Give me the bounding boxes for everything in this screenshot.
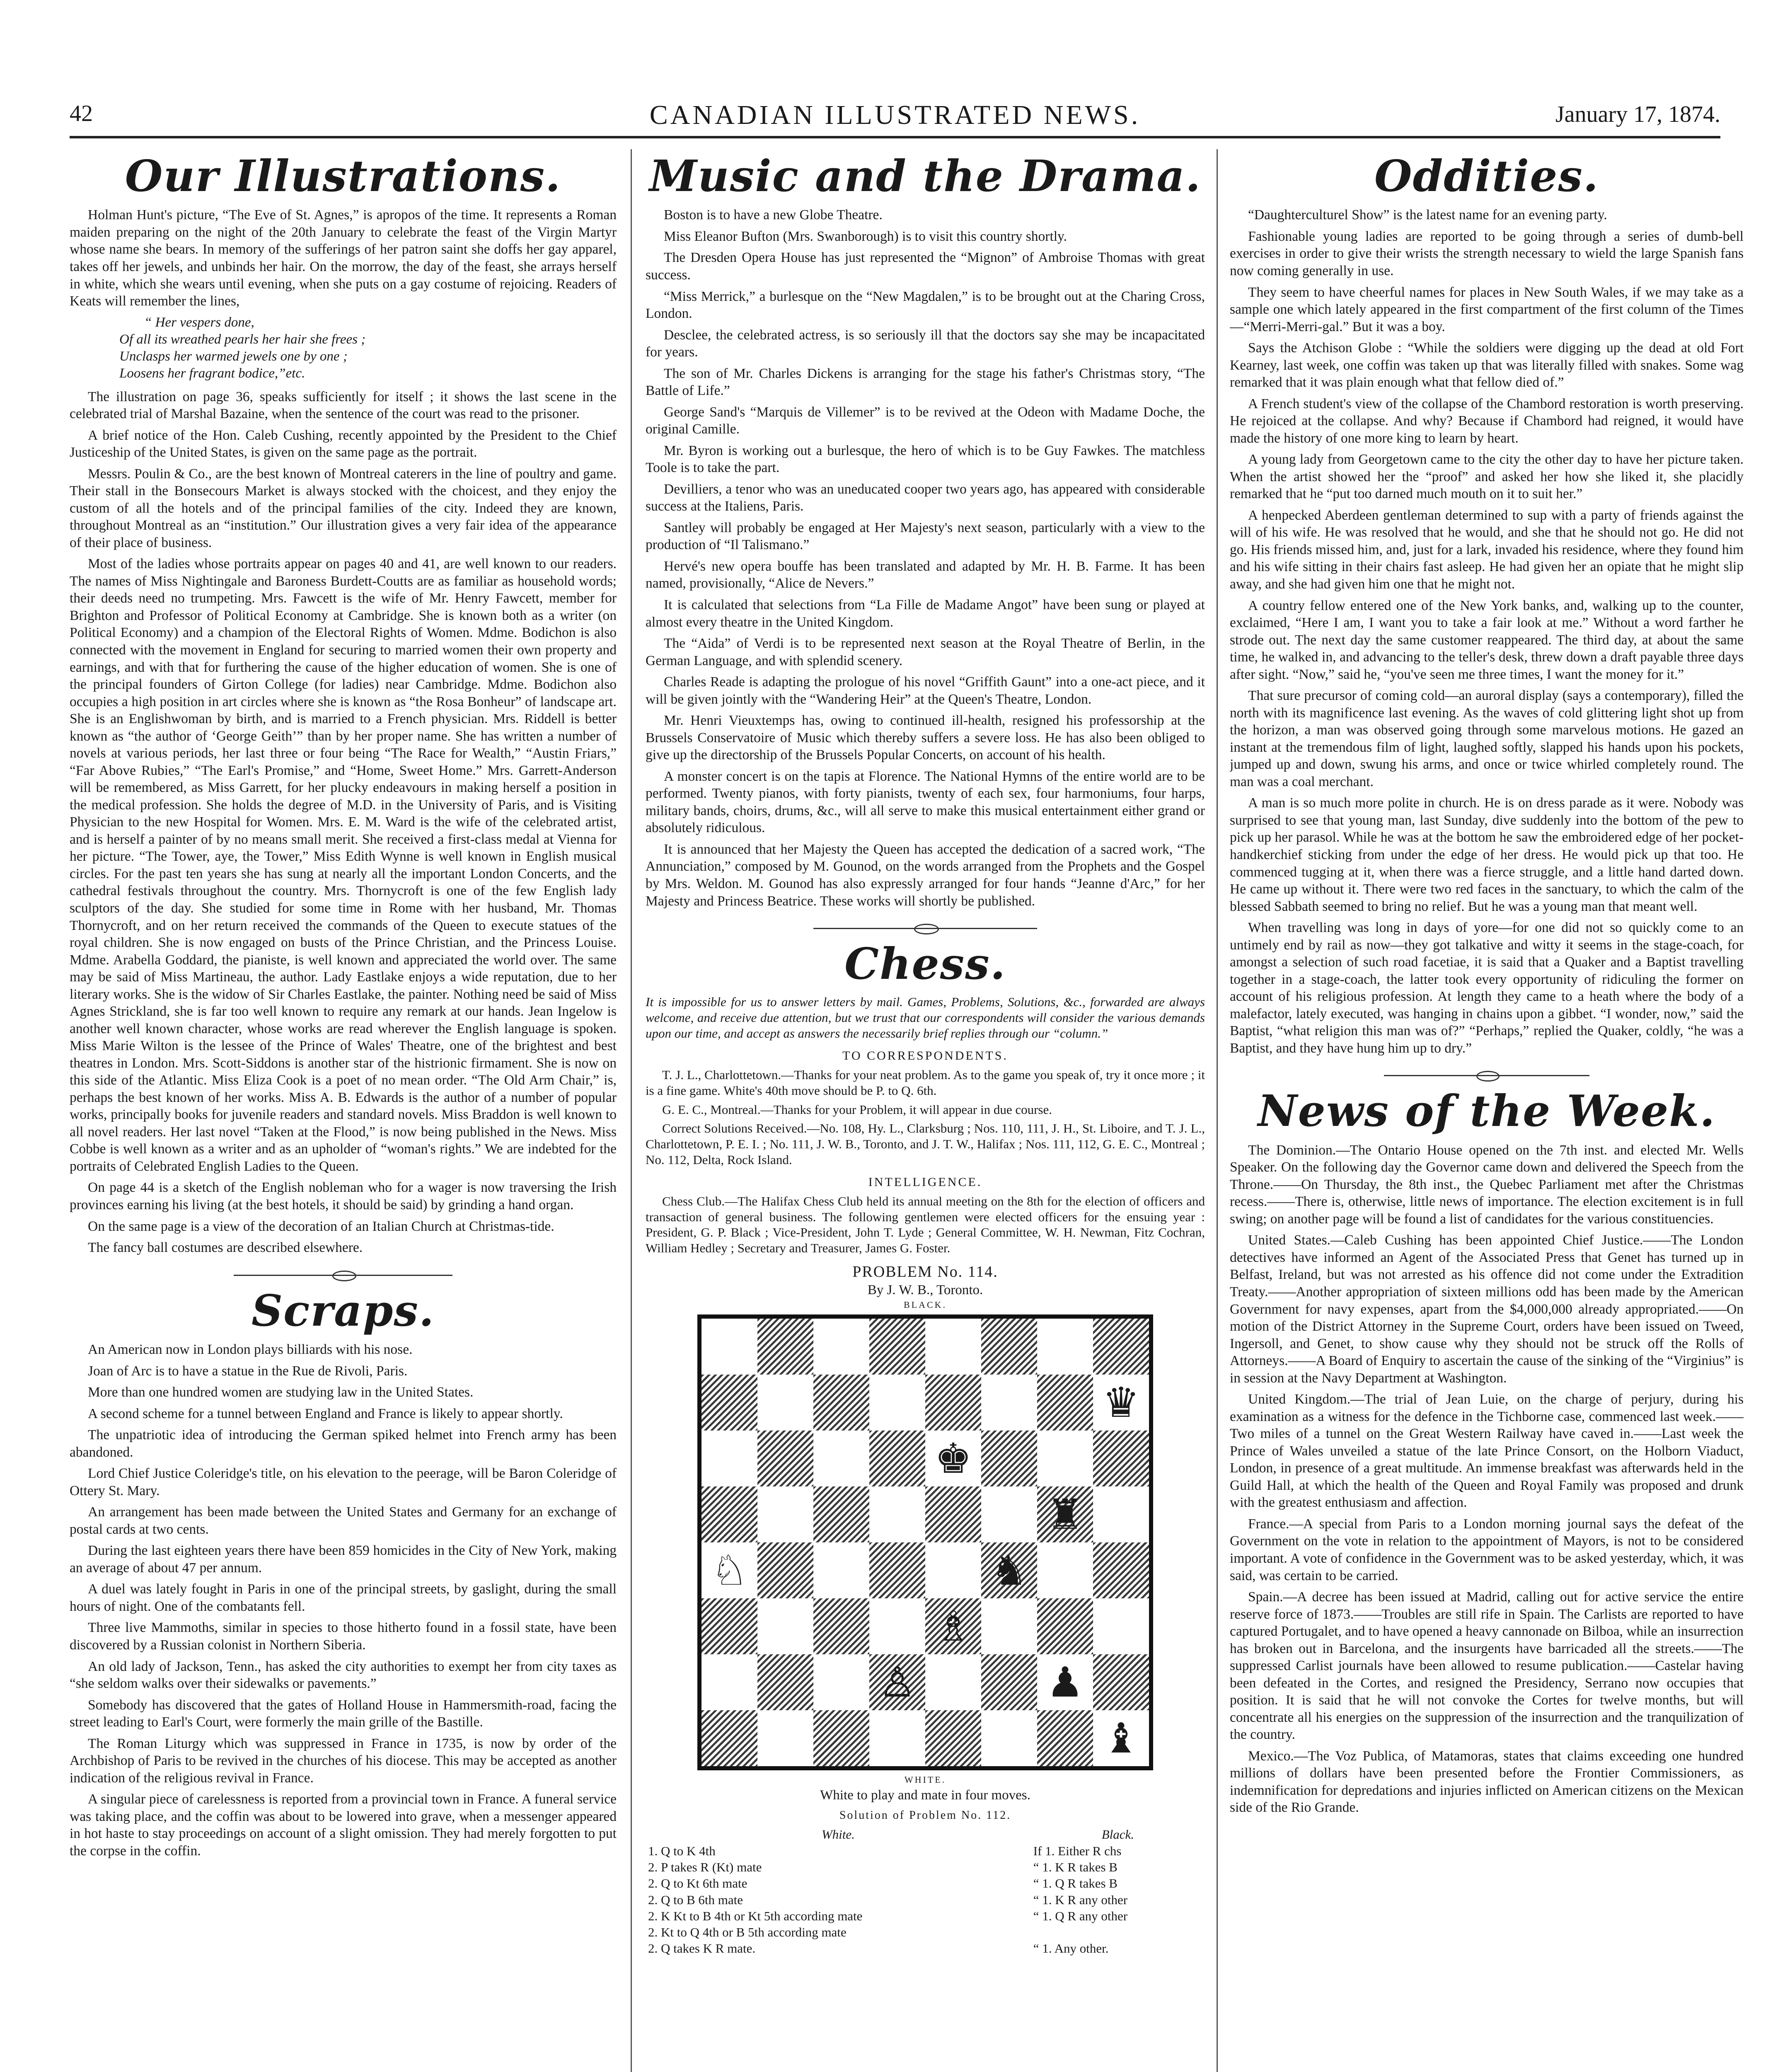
poem-line: Of all its wreathed pearls her hair she frees ; (119, 332, 366, 347)
solution-white-move: 2. Q to B 6th mate (648, 1892, 743, 1907)
board-square (1037, 1542, 1093, 1598)
music-item: Devilliers, a tenor who was an uneducated cooper two years ago, has appeared with considerable success at the Italiens, Paris. (646, 481, 1205, 514)
board-square (1093, 1710, 1149, 1766)
scrap-item: The unpatriotic idea of introducing the German spiked helmet into French army has been abandoned. (70, 1427, 617, 1460)
board-square (1093, 1542, 1149, 1598)
oddity-item: A man is so much more polite in church. He is on dress parade as it were. Nobody was surprised to see that young man, last Sunday, dive suddenly into the bottom of the pew to pick up her parasol. While he was at the bottom he saw the embroidered edge of her pocket-handkerchief sticking from under the edge of her dress. He would pick up that too. He commenced tugging at it, when there was a fierce struggle, and a little hand darted down. He came up without it. There were two red faces in the sanctuary, to which the calm of the blessed Sabbath seemed to bring no relief. But he was a young man that meant well. (1230, 795, 1744, 914)
board-square (701, 1486, 757, 1542)
board-square (813, 1542, 869, 1598)
board-square (757, 1486, 813, 1542)
board-square (1093, 1375, 1149, 1431)
board-square (925, 1542, 981, 1598)
scrap-item: The Roman Liturgy which was suppressed in France in 1735, is now by order of the Archbishop of Paris to be revived in the churches of his diocese. This may be accepted as another indication of the religious revival in France. (70, 1736, 617, 1786)
column-rule (631, 149, 632, 2072)
music-item: The “Aida” of Verdi is to be represented next season at the Royal Theatre of Berlin, in the German Language, and with splendid scenery. (646, 636, 1205, 668)
column-rule (1217, 149, 1218, 2072)
scrap-item: A singular piece of carelessness is reported from a provincial town in France. A funeral service was taking place, and the coffin was about to be lowered into grave, when a messenger appeared in hot haste to stay proceedings on account of a slight omission. They had merely forgotten to put the corpse in the coffin. (70, 1791, 617, 1859)
intelligence-note: Chess Club.—The Halifax Chess Club held its annual meeting on the 8th for the election of officers and transaction of general business. The following gentlemen were elected officers for the ensuing year : President, G. P. Black ; Vice-President, John T. Lyde ; General Committee, W. H. Newman, Fitz Cochran, William Hedley ; Secretary and Treasurer, James G. Foster. (646, 1193, 1205, 1256)
board-square (925, 1654, 981, 1710)
chess-piece: ♙ (878, 1658, 916, 1706)
board-square (869, 1654, 925, 1710)
board-square (1093, 1598, 1149, 1654)
article-paragraph: On the same page is a view of the decoration of an Italian Church at Christmas-tide. (88, 1218, 554, 1234)
board-square (1093, 1654, 1149, 1710)
music-item: “Miss Merrick,” a burlesque on the “New Magdalen,” is to be brought out at the Charing Cross, London. (646, 288, 1205, 322)
solution-row (646, 1875, 1205, 1891)
board-square (1037, 1710, 1093, 1766)
solution-row (646, 1892, 1205, 1908)
board-square (869, 1375, 925, 1431)
chess-piece: ♜ (1046, 1490, 1084, 1539)
section-heading-chess: Chess. (844, 938, 1006, 990)
board-square (925, 1319, 981, 1375)
board-square (981, 1319, 1037, 1375)
music-item: Mr. Byron is working out a burlesque, the hero of which is to be Guy Fawkes. The matchless Toole is to take the part. (646, 443, 1205, 476)
masthead (70, 96, 1720, 138)
column-middle (646, 149, 1205, 2072)
music-item: It is calculated that selections from “La Fille de Madame Angot” have been sung or played at almost every theatre in the United Kingdom. (646, 597, 1205, 630)
board-square (757, 1710, 813, 1766)
chess-piece: ♝ (1102, 1714, 1140, 1762)
page-number: 42 (70, 101, 93, 126)
scrap-item: Lord Chief Justice Coleridge's title, on his elevation to the peerage, will be Baron Coleridge of Ottery St. Mary. (70, 1466, 617, 1498)
news-list (1230, 1142, 1744, 1816)
article-paragraph: The illustration on page 36, speaks sufficiently for itself ; it shows the last scene in the celebrated trial of Marshal Bazaine, when the sentence of the court was read to the prisoner. (70, 389, 617, 422)
music-item: A monster concert is on the tapis at Florence. The National Hymns of the entire world are to be performed. Twenty pianos, with forty pianists, twenty of each sex, four harmoniums, four harps, military bands, choirs, drums, &c., will all serve to make this musical entertainment either grand or absolutely ridiculous. (646, 768, 1205, 836)
board-square (869, 1710, 925, 1766)
correspondents-heading: TO CORRESPONDENTS. (842, 1048, 1008, 1063)
news-item: France.—A special from Paris to a London morning journal says the defeat of the Government on the vote in relation to the appointment of Mayors, is not to be considered important. A vote of confidence in the Government was to be asked yesterday, which, it was said, was certain to be carried. (1230, 1516, 1744, 1583)
board-square (981, 1598, 1037, 1654)
board-square (813, 1431, 869, 1486)
solution-black-header: Black. (1101, 1827, 1134, 1842)
chess-piece: ♗ (934, 1602, 972, 1651)
board-square (1037, 1598, 1093, 1654)
news-item: The Dominion.—The Ontario House opened on the 7th inst. and elected Mr. Wells Speaker. On the following day the Governor came down and delivered the Speech from the Throne.——On Thursday, the 8th inst., the Quebec Parliament met after the Christmas recess.——There is, otherwise, little news of importance. The election excitement is in full swing; on another page will be found a list of candidates for the various constituencies. (1230, 1142, 1744, 1227)
board-square (981, 1710, 1037, 1766)
scrap-item: More than one hundred women are studying law in the United States. (88, 1385, 474, 1400)
section-heading-illustrations: Our Illustrations. (125, 150, 561, 201)
solution-title: Solution of Problem No. 112. (839, 1809, 1011, 1822)
board-square (757, 1431, 813, 1486)
issue-date: January 17, 1874. (1555, 102, 1720, 127)
board-square (981, 1431, 1037, 1486)
music-item: George Sand's “Marquis de Villemer” is to be revived at the Odeon with Madame Doche, the original Camille. (646, 404, 1205, 437)
music-item: It is announced that her Majesty the Queen has accepted the dedication of a sacred work, “The Annunciation,” composed by M. Gounod, on the words arranged from the Prophets and the Gospel by Mrs. Weldon. M. Gounod has also expressly arranged for four hands “Jeanne d'Arc,” for her Majesty and Princess Beatrice. These works will shortly be published. (646, 841, 1205, 909)
music-item: The Dresden Opera House has just represented the “Mignon” of Ambroise Thomas with great success. (646, 250, 1205, 283)
board-square (869, 1598, 925, 1654)
board-square (701, 1654, 757, 1710)
intelligence-heading: INTELLIGENCE. (868, 1175, 982, 1189)
board-square (1037, 1654, 1093, 1710)
article-paragraph: Holman Hunt's picture, “The Eve of St. Agnes,” is apropos of the time. It represents a Roman maiden preparing on the night of the 20th January to celebrate the feast of the Virgin Martyr whose name she bears. In memory of the sufferings of her patron saint she doffs her gay apparel, takes off her jewels, and unbinds her hair. On the morrow, the day of the feast, she arrays herself in white, which she wears until evening, when she puts on a gay costume of rejoicing. Readers of Keats will remember the lines, (70, 207, 617, 309)
scrap-item: Joan of Arc is to have a statue in the Rue de Rivoli, Paris. (88, 1363, 408, 1379)
solution-white-move: 1. Q to K 4th (648, 1844, 716, 1858)
oddity-item: When travelling was long in days of yore—for one did not so quickly come to an untimely end by rail as now—they got talkative and witty it seems in the stage-coach, for amongst a selection of such road facetiae, it is said that a Quaker and a Baptist travelling together in a stage-coach, the latter took every opportunity of ridiculing the former on account of his religious profession. At length they came to a heath where the body of a malefactor, lately executed, was hanging in chains upon a gibbet. “I wonder, now,” said the Baptist, “what religion this man was of?” “Perhaps,” replied the Quaker, coldly, “he was a Baptist, and they have hung him up to dry.” (1230, 920, 1744, 1056)
scrap-item: A second scheme for a tunnel between England and France is likely to appear shortly. (88, 1406, 563, 1421)
column-right (1230, 149, 1744, 2072)
board-square (701, 1431, 757, 1486)
article-paragraph: The fancy ball costumes are described elsewhere. (88, 1240, 363, 1256)
poem-line: “ Her vespers done, (144, 315, 254, 330)
solution-row (646, 1940, 1205, 1956)
oddity-item: A French student's view of the collapse of the Chambord restoration is worth preserving. He rejoiced at the collapse. And why? Because if Chambord had reigned, it would have made the history of one more king to learn by heart. (1230, 396, 1744, 446)
oddity-item: Fashionable young ladies are reported to be going through a series of dumb-bell exercises in order to give their wrists the strength necessary to wield the large Spanish fans now coming generally in use. (1230, 228, 1744, 278)
oddity-item: A country fellow entered one of the New York banks, and, walking up to the counter, exclaimed, “Here I am, I want you to take a fair look at me.” Without a word farther he strode out. The next day the same customer reappeared. The third day, at about the same time, he walked in, and advancing to the teller's desk, threw down a draft payable three days after sight. “Now,” said he, “you've seen me three times, I want the money for it.” (1230, 598, 1744, 682)
scrap-item: Three live Mammoths, similar in species to those hitherto found in a fossil state, have been discovered by a Russian colonist in Northern Siberia. (70, 1620, 617, 1653)
oddity-item: That sure precursor of coming cold—an auroral display (says a contemporary), filled the north with its magnificence last evening. As the waves of cold glittering light shot up from the horizon, a man was observed going through some marvelous motions. He gazed an instant at the tremendous film of light, laughed softly, slapped his hands upon his pockets, jumped up and down, swung his arms, and once or twice whirled completely round. The man was a coal merchant. (1230, 688, 1744, 789)
oddity-item: A young lady from Georgetown came to the city the other day to have her picture taken. When the artist showed her the “proof” and asked her how she liked it, she placidly remarked that he “put too darned much mouth on it to suit her.” (1230, 452, 1744, 502)
solution-white-header: White. (821, 1827, 855, 1842)
board-square (757, 1375, 813, 1431)
solution-black-move: If 1. Either R chs (1033, 1844, 1122, 1858)
board-square (813, 1486, 869, 1542)
board-square (813, 1654, 869, 1710)
board-square (981, 1542, 1037, 1598)
chess-piece: ♛ (1102, 1378, 1140, 1427)
board-square (757, 1598, 813, 1654)
board-square (701, 1598, 757, 1654)
board-square (1093, 1431, 1149, 1486)
board-square (701, 1375, 757, 1431)
oddity-item: A henpecked Aberdeen gentleman determined to sup with a party of friends against the will of his wife. He was resolved that he would, and she that he should not go. He did not go. His friends missed him, and, just for a lark, invaded his residence, where they found him and his wife sitting in their chairs fast asleep. He had given her an opiate that he might slip away, and she had given him one that he might not. (1230, 507, 1744, 592)
news-item: Mexico.—The Voz Publica, of Matamoras, states that claims exceeding one hundred millions of dollars have been presented before the Frontier Commissioners, as indemnification for depredations and injuries inflicted on American citizens on the Mexican side of the Rio Grande. (1230, 1748, 1744, 1815)
ornament-divider (70, 1268, 617, 1283)
board-square (813, 1319, 869, 1375)
music-item: Boston is to have a new Globe Theatre. (664, 207, 883, 223)
music-item: Hervé's new opera bouffe has been translated and adapted by Mr. H. B. Farme. It has been named, provisionally, “Alice de Nevers.” (646, 558, 1205, 591)
board-square (869, 1319, 925, 1375)
board-square (701, 1319, 757, 1375)
solution-black-move: “ 1. Q R any other (1033, 1908, 1128, 1923)
board-square (869, 1542, 925, 1598)
poem-line: Loosens her fragrant bodice,”etc. (119, 366, 305, 381)
music-item: Mr. Henri Vieuxtemps has, owing to continued ill-health, resigned his professorship at the Brussels Conservatoire of Music which thereby suffers a severe loss. He has also been obliged to give up the directorship of the Brussels Popular Concerts, on account of his health. (646, 713, 1205, 763)
board-square (869, 1486, 925, 1542)
board-square (981, 1486, 1037, 1542)
solution-black-move: “ 1. Q R takes B (1033, 1876, 1118, 1891)
board-square (925, 1710, 981, 1766)
board-square (813, 1375, 869, 1431)
board-square (981, 1654, 1037, 1710)
publication-title: CANADIAN ILLUSTRATED NEWS. (649, 100, 1141, 130)
problem-author: By J. W. B., Toronto. (867, 1283, 983, 1297)
section-heading-scraps: Scraps. (251, 1285, 435, 1336)
board-square (981, 1375, 1037, 1431)
solution-row (646, 1843, 1205, 1859)
article-paragraph: Most of the ladies whose portraits appear on pages 40 and 41, are well known to our readers. The names of Miss Nightingale and Baroness Burdett-Coutts are as familiar as household words; their deeds need no trumpeting. Mrs. Fawcett is the wife of Mr. Henry Fawcett, member for Brighton and Professor of Political Economy at Cambridge. She is known both as a writer (on Political Economy) and a champion of the Electoral Rights of Women. Mdme. Bodichon is also connected with the movement in England for securing to married women their own property and earnings, and with that for furthering the cause of the higher education of women. She is one of the principal founders of Girton College (for ladies) near Cambridge. Mdme. Bodichon also occupies a high position in art circles where she is known as “the Rosa Bonheur” of landscape art. She is an Englishwoman by birth, and is married to a French physician. Mrs. Riddell is better known as “the author of ‘George Geith’” than by her proper name. She has written a number of novels at various periods, her last three or four being “The Race for Wealth,” “Austin Friars,” “Far Above Rubies,” “The Earl's Promise,” and “Home, Sweet Home.” Mrs. Garrett-Anderson will be remembered, as Miss Garrett, for her plucky endeavours in making herself a position in the medical profession. She holds the degree of M.D. in the University of Paris, and is Visiting Physician to the new Hospital for Women. Mrs. E. M. Ward is the wife of the celebrated artist, and is herself a painter of by no means small merit. She received a first-class medal at Vienna for her picture. “The Tower, aye, the Tower,” Miss Edith Wynne is well known in English musical circles. For the past ten years she has sung at nearly all the important London Concerts, and the cathedral festivals throughout the country. Mrs. Thornycroft is one of the few English lady sculptors of the day. She studied for some time in Rome with her husband, Mr. Thomas Thornycroft, and on her return received the commands of the Queen to execute statues of the royal children. She is now engaged on busts of the Prince Christian, and the Princess Louise. Mdme. Arabella Goddard, the pianiste, is well known and appreciated the world over. The same may be said of Miss Martineau, the author. Lady Eastlake enjoys a wide reputation, due to her literary works. She is the widow of Sir Charles Eastlake, the painter. Nothing need be said of Miss Agnes Strickland, she is far too well known to require any remark at our hands. Jean Ingelow is another well known character, whose works are read wherever the English language is spoken. Miss Marie Wilton is the lessee of the Prince of Wales' Theatre, one of the brightest and best theatres in London. Mrs. Scott-Siddons is another star of the histrionic firmament. She is now on this side of the Atlantic. Miss Eliza Cook is a poet of no mean order. “The Old Arm Chair,” is, perhaps the best known of her works. Miss A. B. Edwards is the author of a number of popular works, principally books for juvenile readers and standard novels. Miss Braddon is well known to all novel readers. Her last novel “Taken at the Flood,” is now being published in the News. Miss Cobbe is well known as a writer and as an upholder of “woman's rights.” We are indebted for the portraits of Celebrated English Ladies to the Queen. (70, 556, 617, 1174)
music-item: Charles Reade is adapting the prologue of his novel “Griffith Gaunt” into a one-act piece, and it will be given jointly with the “Wandering Heir” at the Queen's Theatre, London. (646, 674, 1205, 707)
solution-white-move: 2. K Kt to B 4th or Kt 5th according mate (648, 1908, 863, 1923)
solution-black-move: “ 1. K R any other (1033, 1892, 1128, 1907)
oddity-item: They seem to have cheerful names for places in New South Wales, if we may take as a sample one which lately appeared in the first compartment of the first column of the Times—“Merri-Merri-gal.” But it was a boy. (1230, 284, 1744, 334)
article-paragraph: A brief notice of the Hon. Caleb Cushing, recently appointed by the President to the Chief Justiceship of the United States, is given on the same page as the portrait. (70, 427, 617, 460)
chess-piece: ♚ (934, 1434, 972, 1483)
chess-piece: ♞ (990, 1546, 1028, 1595)
solution-white-move: 2. Q to Kt 6th mate (648, 1876, 747, 1891)
music-item: Santley will probably be engaged at Her Majesty's next season, particularly with a view to the production of “Il Talismano.” (646, 520, 1205, 553)
scrap-item: Somebody has discovered that the gates of Holland House in Hammersmith-road, facing the street leading to Earl's Court, were formerly the main grille of the Bastille. (70, 1697, 617, 1730)
solution-row (646, 1859, 1205, 1875)
solution-row (646, 1924, 1205, 1940)
board-square (813, 1598, 869, 1654)
white-side-label: WHITE. (904, 1774, 946, 1785)
poem-line: Unclasps her warmed jewels one by one ; (119, 349, 348, 364)
scrap-item: An American now in London plays billiards with his nose. (88, 1342, 413, 1357)
scraps-list (70, 1341, 617, 1859)
news-item: United Kingdom.—The trial of Jean Luie, on the charge of perjury, during his examination as a witness for the defence in the Tichborne case, commenced last week.——Two miles of a tunnel on the Great Western Railway have caved in.——Last week the Prince of Wales unveiled a statue of the late Prince Consort, on the Holborn Viaduct, London, in presence of a great multitude. An immense breakfast was afterwards held in the Guild Hall, at which the health of the Queen and Royal Family was proposed and drunk with the greatest enthusiasm and affection. (1230, 1392, 1744, 1510)
board-square (701, 1710, 757, 1766)
board-square (1093, 1486, 1149, 1542)
chess-piece: ♘ (711, 1546, 748, 1595)
problem-caption: White to play and mate in four moves. (820, 1788, 1030, 1803)
article-paragraph: Messrs. Poulin & Co., are the best known of Montreal caterers in the line of poultry and game. Their stall in the Bonsecours Market is always stocked with the choicest, and they enjoy the custom of all the hotels and of the principal families of the city. Indeed they are known, throughout Montreal as an “institution.” Our illustration gives a very fair idea of the appearance of their place of business. (70, 466, 617, 550)
correspondent-note: T. J. L., Charlottetown.—Thanks for your neat problem. As to the game you speak of, try it once more ; it is a fine game. White's 40th move should be P. to Q. 6th. (646, 1067, 1205, 1098)
board-square (757, 1654, 813, 1710)
solution-white-move: 2. Q takes K R mate. (648, 1941, 756, 1956)
oddity-item: “Daughterculturel Show” is the latest name for an evening party. (1248, 207, 1607, 223)
board-square (1037, 1375, 1093, 1431)
scrap-item: An arrangement has been made between the United States and Germany for an exchange of postal cards at two cents. (70, 1504, 617, 1537)
oddity-item: Says the Atchison Globe : “While the soldiers were digging up the dead at old Fort Kearney, last week, one coffin was taken up that was literally filled with snakes. Some wag remarked that it was plain enough what that fellow died of.” (1230, 340, 1744, 390)
board-square (869, 1431, 925, 1486)
music-item: Desclee, the celebrated actress, is so seriously ill that the doctors say she may be incapacitated for years. (646, 327, 1205, 360)
correspondent-note: G. E. C., Montreal.—Thanks for your Problem, it will appear in due course. (662, 1102, 1052, 1117)
ornament-divider (646, 921, 1205, 936)
chess-piece: ♟ (1046, 1658, 1084, 1706)
chess-notice: It is impossible for us to answer letters by mail. Games, Problems, Solutions, &c., forwarded are always welcome, and receive due attention, but we trust that our correspondents will consider the various demands upon our time, and accept as answers the necessarily brief replies through our “column.” (646, 995, 1205, 1041)
scrap-item: During the last eighteen years there have been 859 homicides in the City of New York, making an average of about 47 per annum. (70, 1543, 617, 1576)
board-square (1037, 1431, 1093, 1486)
scrap-item: A duel was lately fought in Paris in one of the principal streets, by gaslight, during the small hours of night. One of the combatants fell. (70, 1581, 617, 1614)
scrap-item: An old lady of Jackson, Tenn., has asked the city authorities to exempt her from city taxes as “she seldom walks over their sidewalks or pavements.” (70, 1658, 617, 1692)
article-paragraph: On page 44 is a sketch of the English nobleman who for a wager is now traversing the Irish provinces earning his living (at the best hotels, it should be said) by grinding a hand organ. (70, 1180, 617, 1213)
solution-white-move: 2. P takes R (Kt) mate (648, 1860, 762, 1875)
poem-quote (119, 314, 617, 382)
chess-board (697, 1314, 1153, 1770)
board-square (1093, 1319, 1149, 1375)
music-list (646, 206, 1205, 910)
problem-title: PROBLEM No. 114. (852, 1263, 998, 1280)
board-square (925, 1375, 981, 1431)
news-item: Spain.—A decree has been issued at Madrid, calling out for active service the entire reserve force of 1873.——Troubles are still rife in Spain. The Carlists are reported to have captured Portugalet, and to have opened a heavy cannonade on Bilboa, while an insurrection has broken out in Barcelona, and the insurgents have barricaded all the streets.——The suppressed Carlist journals have been allowed to resume publication.——Castelar having been defeated in the Cortes, and resigned the Presidency, Serrano now occupies that position. It is said that he will not convoke the Cortes for twelve months, but will concentrate all his energies on the suppression of the insurrection and the tranquilization of the country. (1230, 1589, 1744, 1743)
section-heading-oddities: Oddities. (1374, 150, 1599, 201)
board-square (925, 1598, 981, 1654)
column-left (70, 149, 617, 2072)
solution-black-move (1031, 1924, 1205, 1940)
section-heading-news: News of the Week. (1258, 1085, 1716, 1137)
solution-row (646, 1908, 1205, 1924)
solution-black-move: “ 1. K R takes B (1033, 1860, 1118, 1875)
ornament-divider (1230, 1068, 1744, 1083)
oddities-list (1230, 206, 1744, 1057)
black-side-label: BLACK. (903, 1300, 947, 1310)
news-item: United States.—Caleb Cushing has been appointed Chief Justice.——The London detectives have informed an Agent of the Associated Press that Genet has turned up in Belfast, Ireland, but was not arrested as his offence did not come under the Extradition Treaty.——Another appropriation of sixteen millions odd has been made by the American Government for navy expenses, apart from the $4,000,000 already appropriated.——On motion of the District Attorney in the Supreme Court, orders have been issued on Tweed, Ingersoll, and Genet, to show cause why they should not be struck off the Rolls of Attorneys.——A Board of Enquiry to ascertain the cause of the sinking of the “Virginius” is in session at the Navy Department at Washington. (1230, 1232, 1744, 1386)
solution-black-move: “ 1. Any other. (1033, 1941, 1109, 1956)
section-heading-music-drama: Music and the Drama. (649, 150, 1202, 201)
music-item: The son of Mr. Charles Dickens is arranging for the stage his father's Christmas story, “The Battle of Life.” (646, 366, 1205, 399)
board-square (925, 1431, 981, 1486)
board-square (1037, 1486, 1093, 1542)
board-square (925, 1486, 981, 1542)
solution-white-move: 2. Kt to Q 4th or B 5th according mate (648, 1924, 847, 1939)
correspondent-note: Correct Solutions Received.—No. 108, Hy. L., Clarksburg ; Nos. 110, 111, J. H., St. Liboire, and T. J. L., Charlottetown, P. E. I. ; No. 111, J. W. B., Toronto, and J. T. W., Halifax ; Nos. 111, 112, G. E. C., Montreal ; No. 112, Delta, Rock Island. (646, 1121, 1205, 1167)
board-square (701, 1542, 757, 1598)
board-square (1037, 1319, 1093, 1375)
board-square (757, 1319, 813, 1375)
board-square (757, 1542, 813, 1598)
board-square (813, 1710, 869, 1766)
solution-table (646, 1826, 1205, 1956)
music-item: Miss Eleanor Bufton (Mrs. Swanborough) is to visit this country shortly. (664, 228, 1067, 244)
